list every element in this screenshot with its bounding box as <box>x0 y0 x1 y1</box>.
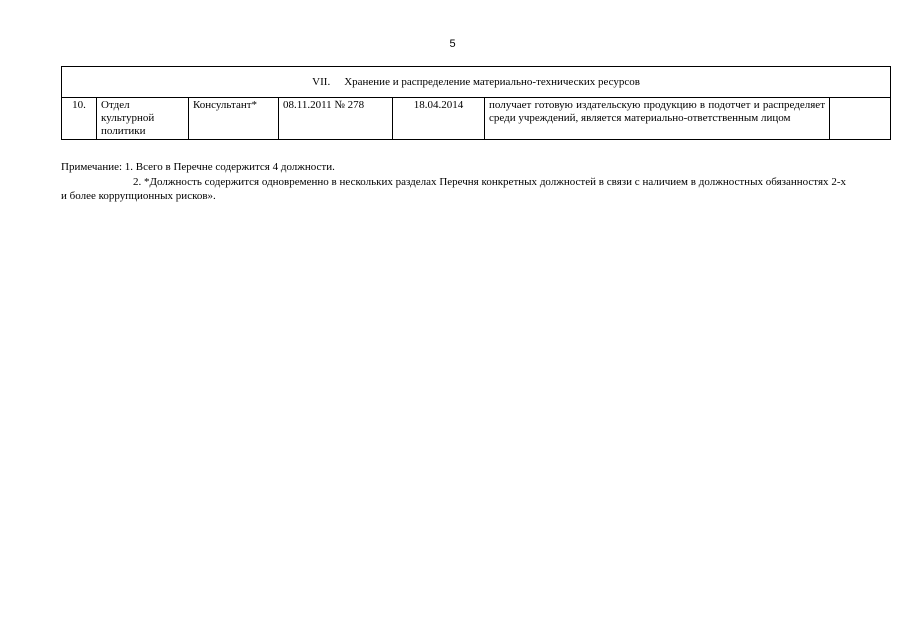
page-number: 5 <box>449 38 456 50</box>
row-duties: получает готовую издательскую продукцию в подотчет и распределяет среди учреждений, является материально-ответственным лицом <box>485 98 830 140</box>
section-header-row <box>62 67 891 98</box>
row-order: 08.11.2011 № 278 <box>279 98 393 140</box>
note-line-2: 2. *Должность содержится одновременно в нескольких разделах Перечня конкретных должностей в связи с наличием в должностных обязанностях 2-х и более коррупционных рисков». <box>61 176 846 202</box>
section-header-cell <box>62 67 891 98</box>
row-number: 10. <box>62 98 97 140</box>
positions-table <box>61 66 891 140</box>
row-department: Отдел культурной политики <box>97 98 189 140</box>
notes <box>61 160 846 203</box>
section-number: VII. <box>312 75 331 88</box>
row-date: 18.04.2014 <box>393 98 485 140</box>
note-line-1: Примечание: 1. Всего в Перечне содержится 4 должности. <box>61 161 335 173</box>
table-row <box>62 98 891 140</box>
section-title: Хранение и распределение материально-технических ресурсов <box>344 75 640 88</box>
row-extra <box>830 98 891 140</box>
row-position: Консультант* <box>189 98 279 140</box>
